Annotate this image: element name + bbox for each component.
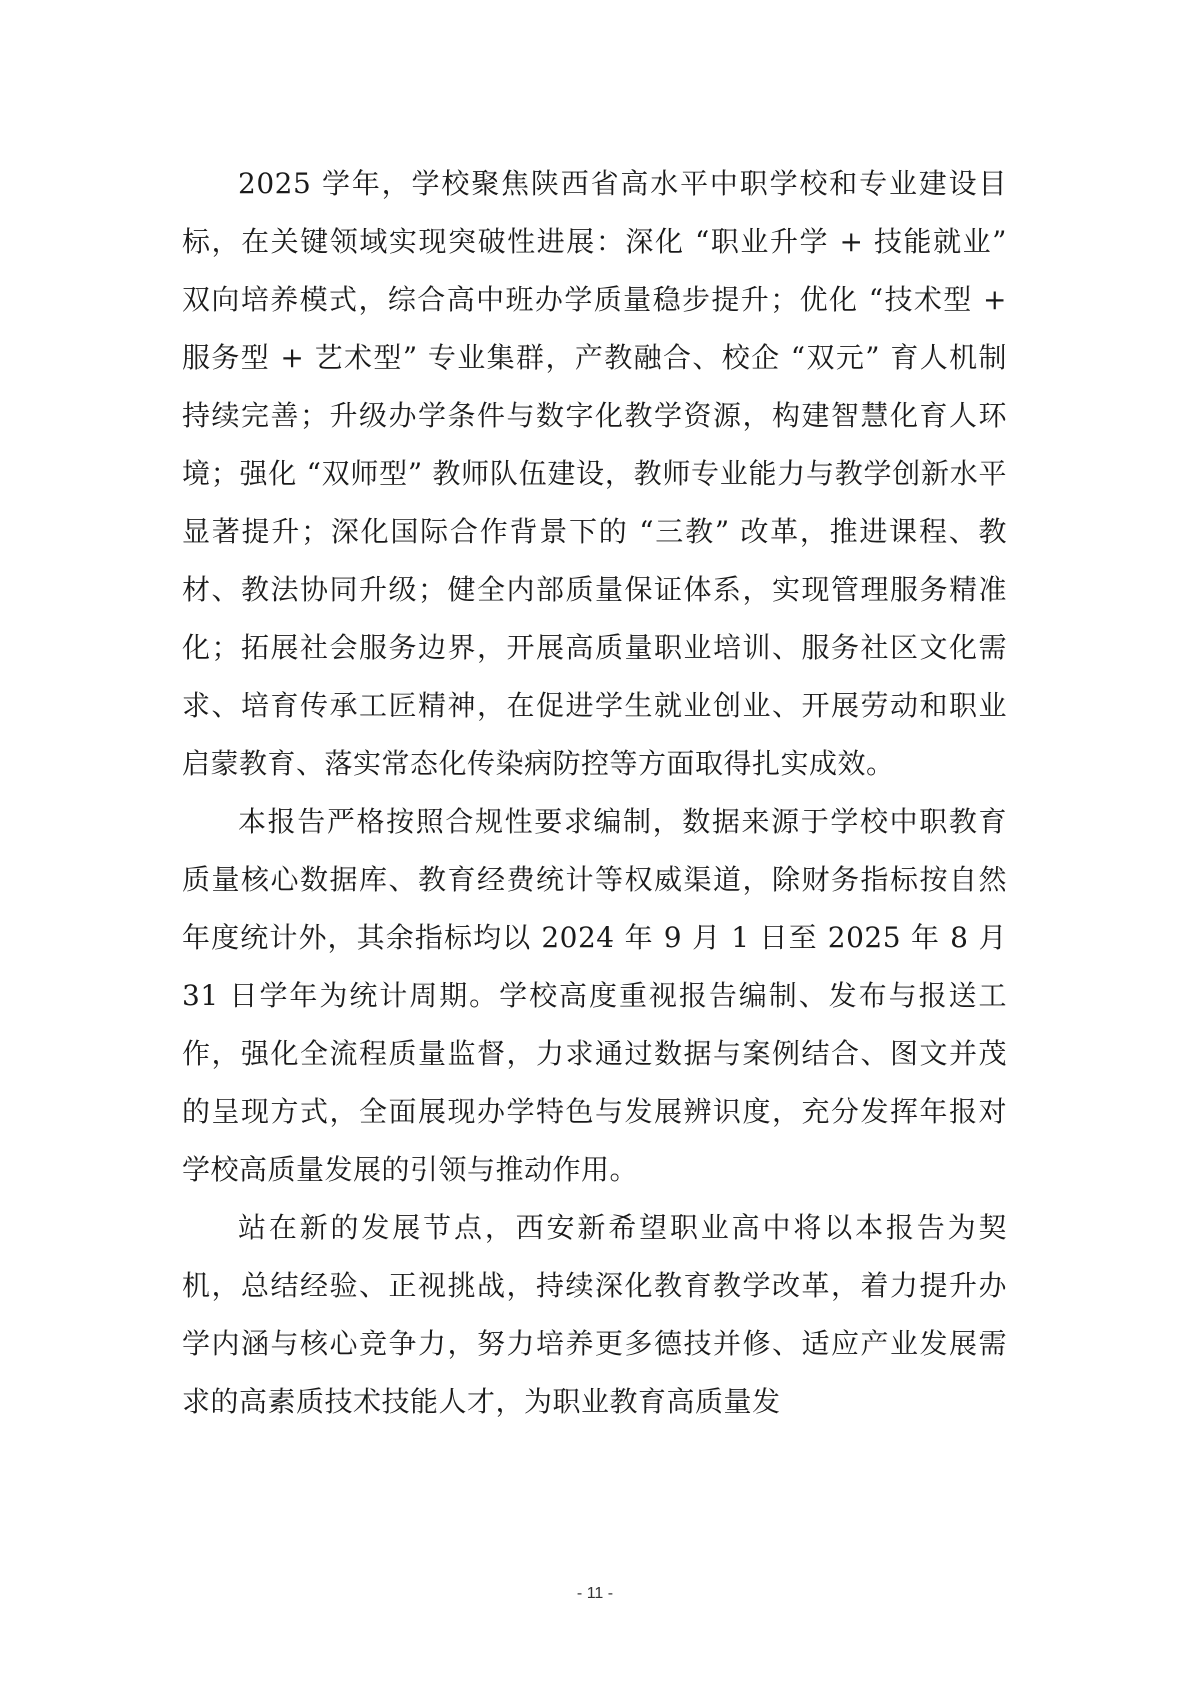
page-number: - 11 -: [576, 1585, 614, 1602]
paragraph-report-compilation: 本报告严格按照合规性要求编制，数据来源于学校中职教育质量核心数据库、教育经费统计等权威渠道，除财务指标按自然年度统计外，其余指标均以 2024 年 9 月 1 日至 2025 年 8 月 31 日学年为统计周期。学校高度重视报告编制、发布与报送工作，强化全流程质量监督，力求通过数据与案例结合、图文并茂的呈现方式，全面展现办学特色与发展辨识度，充分发挥年报对学校高质量发展的引领与推动作用。: [182, 805, 1007, 1186]
paragraph-future-outlook: 站在新的发展节点，西安新希望职业高中将以本报告为契机，总结经验、正视挑战，持续深化教育教学改革，着力提升办学内涵与核心竞争力，努力培养更多德技并修、适应产业发展需求的高素质技术技能人才，为职业教育高质量发: [182, 1211, 1007, 1418]
body-text: [182, 155, 1007, 1431]
paragraph-achievements: 2025 学年，学校聚焦陕西省高水平中职学校和专业建设目标，在关键领域实现突破性进展：深化 “职业升学 + 技能就业” 双向培养模式，综合高中班办学质量稳步提升；优化 “技术型 + 服务型 + 艺术型” 专业集群，产教融合、校企 “双元” 育人机制持续完善；升级办学条件与数字化教学资源，构建智慧化育人环境；强化 “双师型” 教师队伍建设，教师专业能力与教学创新水平显著提升；深化国际合作背景下的 “三教” 改革，推进课程、教材、教法协同升级；健全内部质量保证体系，实现管理服务精准化；拓展社会服务边界，开展高质量职业培训、服务社区文化需求、培育传承工匠精神，在促进学生就业创业、开展劳动和职业启蒙教育、落实常态化传染病防控等方面取得扎实成效。: [182, 167, 1007, 780]
